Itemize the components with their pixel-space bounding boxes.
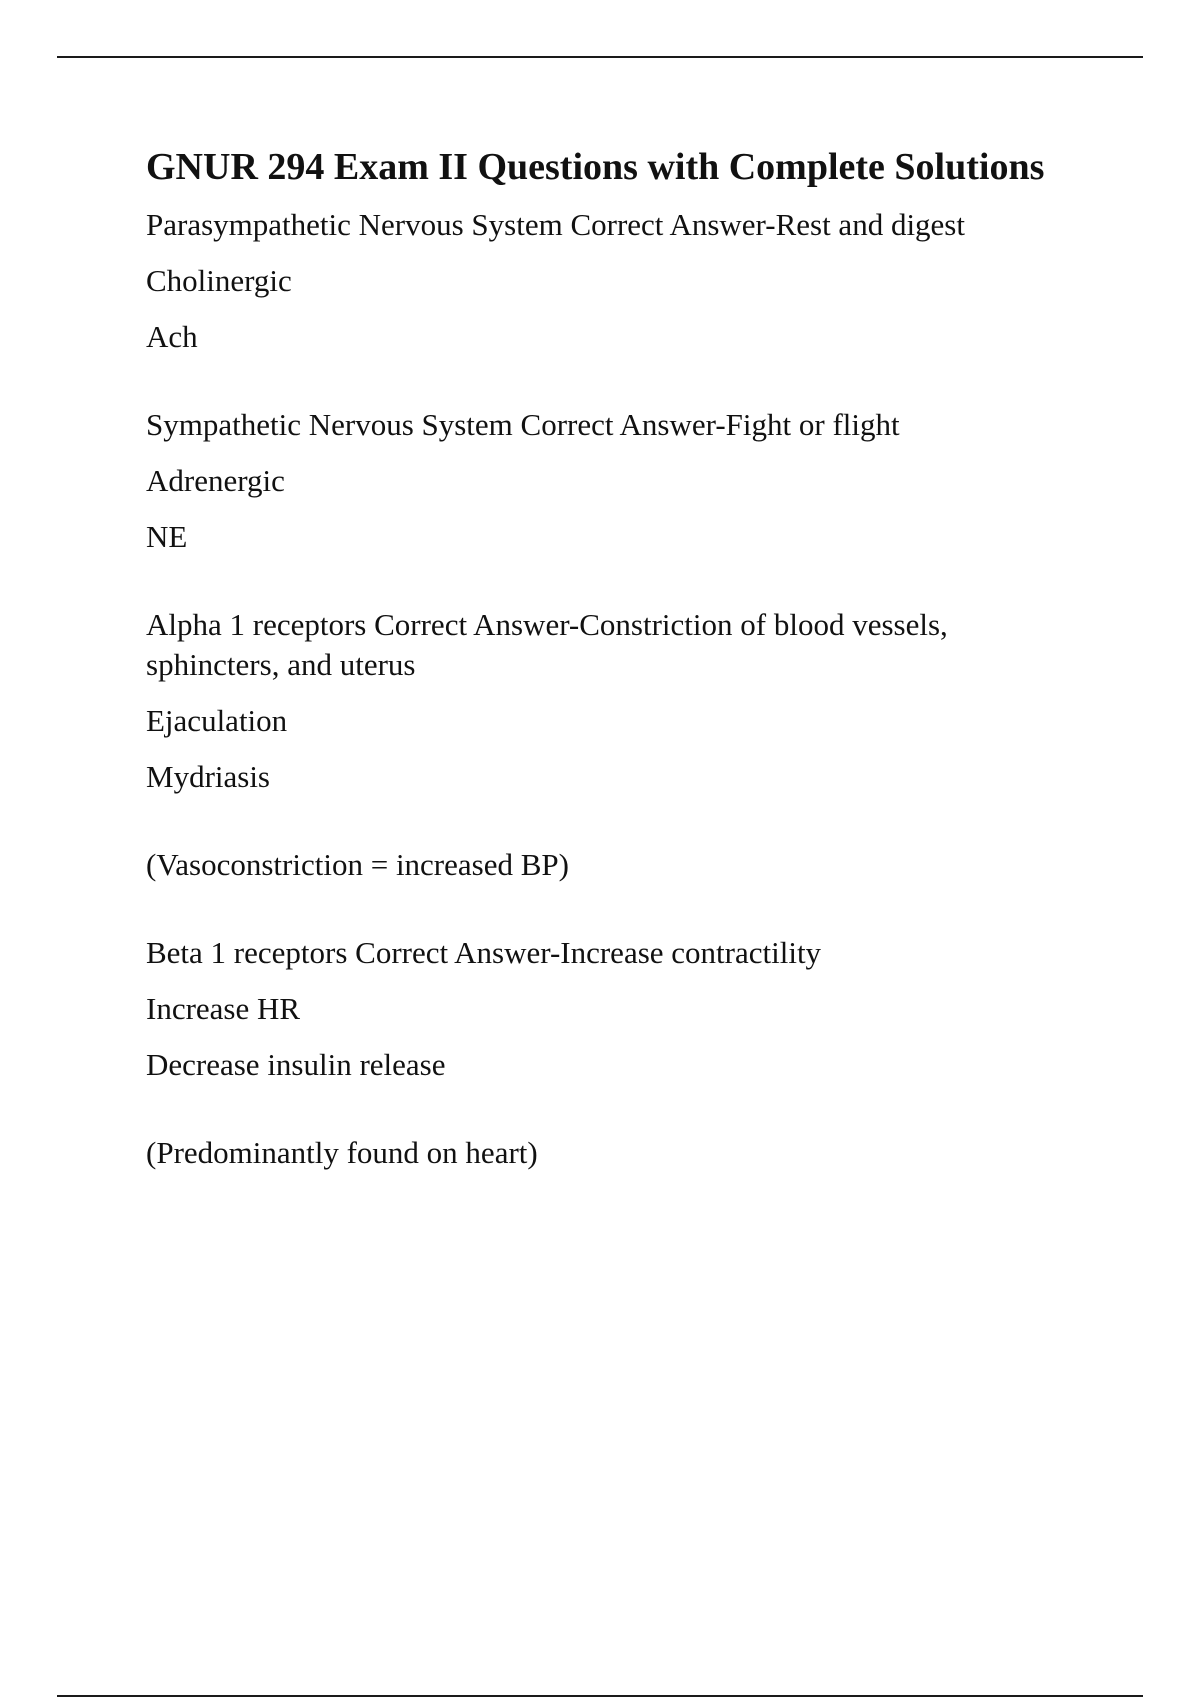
qa-answer-line: Sympathetic Nervous System Correct Answer-Fight or flight	[146, 407, 900, 442]
qa-detail-line: NE	[146, 519, 188, 554]
qa-answer-line: Alpha 1 receptors Correct Answer-Constriction of blood vessels, sphincters, and uterus	[146, 607, 948, 682]
qa-detail-line: Increase HR	[146, 991, 301, 1026]
note-block-vasoconstriction	[146, 845, 1046, 885]
qa-detail-line: Cholinergic	[146, 263, 292, 298]
qa-detail-line: Decrease insulin release	[146, 1047, 446, 1082]
note-block-heart	[146, 1133, 1046, 1173]
qa-answer-line: Beta 1 receptors Correct Answer-Increase contractility	[146, 935, 822, 970]
qa-block-alpha1	[146, 605, 1046, 797]
document-body	[146, 142, 1046, 1173]
qa-detail-line: Ach	[146, 319, 198, 354]
qa-block-parasympathetic	[146, 205, 1046, 357]
qa-detail-line: Ejaculation	[146, 703, 288, 738]
top-divider	[57, 56, 1143, 58]
qa-answer-line: Parasympathetic Nervous System Correct Answer-Rest and digest	[146, 207, 965, 242]
note-line: (Vasoconstriction = increased BP)	[146, 847, 569, 882]
qa-detail-line: Adrenergic	[146, 463, 285, 498]
note-line: (Predominantly found on heart)	[146, 1135, 538, 1170]
document-title: GNUR 294 Exam II Questions with Complete Solutions	[146, 146, 1045, 188]
qa-block-sympathetic	[146, 405, 1046, 557]
qa-block-beta1	[146, 933, 1046, 1085]
qa-detail-line: Mydriasis	[146, 759, 270, 794]
bottom-divider	[57, 1695, 1143, 1697]
